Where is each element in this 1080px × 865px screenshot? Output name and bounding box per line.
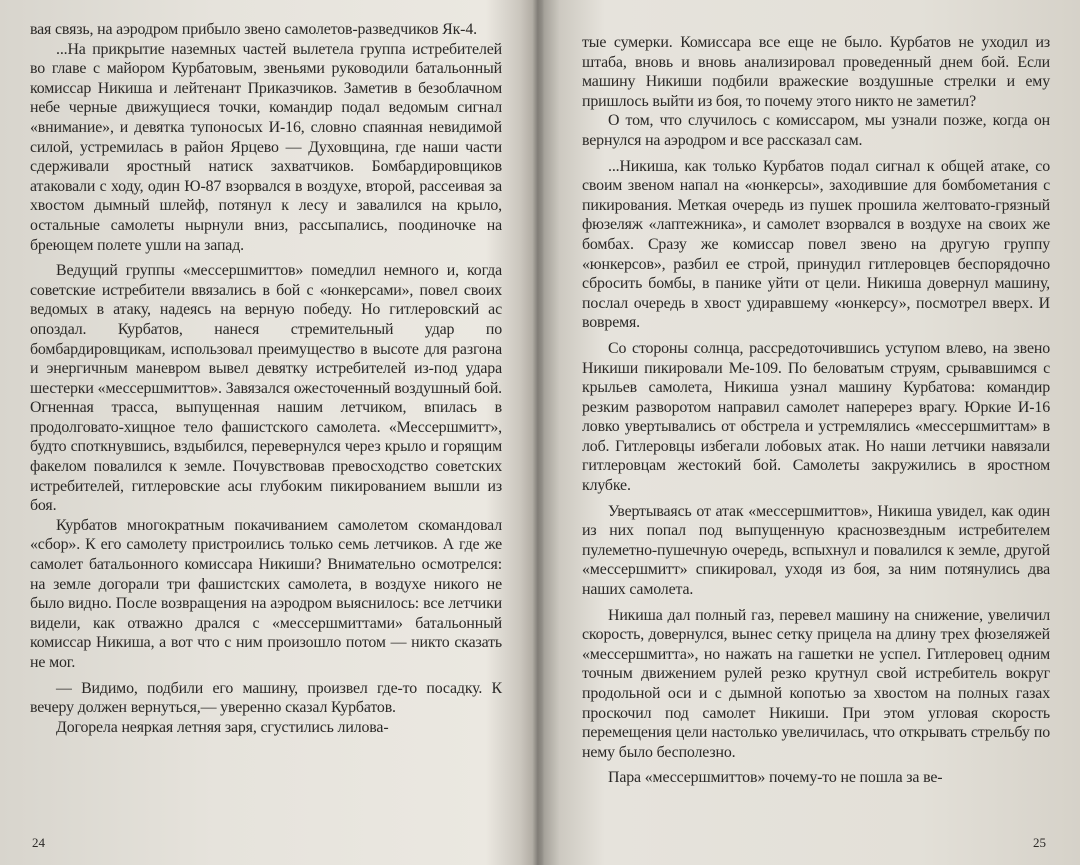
left-paragraph-2: ...На прикрытие наземных частей вылетела группа истребителей во главе с майором Курбатовым, звеньями руководили батальонный комиссар Никиша и лейтенант Приказчиков. Заметив в безоблачном небе черные движущиеся точки, командир подал ведомым сигнал «внимание», и девятка тупоносых И-16, словно спаянная невидимой силой, устремилась в район Ярцево — Духовщина, где наши части сдерживали яростный натиск захватчиков. Бомбардировщиков атаковали с ходу, один Ю-87 взорвался в воздухе, второй, рассеивая за хвостом дымный шлейф, потянул к лесу и завалился на крыло, остальные самолеты нырнули вниз, рассыпались, поодиночке на бреющем полете ушли на запад. bbox=[30, 40, 502, 254]
left-paragraph-5: — Видимо, подбили его машину, произвел где-то посадку. К вечеру должен вернуться,— уверенно сказал Курбатов. bbox=[30, 679, 502, 717]
right-paragraph-7: Пара «мессершмиттов» почему-то не пошла за ве- bbox=[608, 769, 943, 787]
left-paragraph-3: Ведущий группы «мессершмиттов» помедлил немного и, когда советские истребители ввязались в бой с «юнкерсами», повел своих ведомых в атаку, надеясь на верную победу. Но гитлеровский ас опоздал. Курбатов, нанеся стремительный удар по бомбардировщикам, использовал преимущество в высоте для разгона и энергичным маневром вывел девятку истребителей из-под удара шестерки «мессершмиттов». Завязался ожесточенный воздушный бой. Огненная трасса, выпущенная нашим летчиком, впилась в продолговато-хищное тело фашистского самолета. «Мессершмитт», будто споткнувшись, вздыбился, перевернулся через крыло и горящим факелом повалился к земле. Почувствовав превосходство советских истребителей, гитлеровские асы глубоким пикированием вышли из боя. bbox=[30, 262, 502, 515]
left-paragraph-1: вая связь, на аэродром прибыло звено самолетов-разведчиков Як-4. bbox=[30, 21, 477, 38]
left-paragraph-6: Догорела неяркая летняя заря, сгустились лилова- bbox=[56, 718, 389, 736]
left-paragraph-4: Курбатов многократным покачиванием самолетом скомандовал «сбор». К его самолету пристроились только семь летчиков. А где же самолет батальонного комиссара Никиши? Внимательно осмотрелся: на земле догорали три фашистских самолета, в воздухе никого не было видно. После возвращения на аэродром выяснилось: все летчики видели, как отважно дрался с «мессершмиттами» батальонный комиссар Никиша, а вот что с ним произошло потом — никто сказать не мог. bbox=[30, 516, 502, 671]
right-page-number: 25 bbox=[1033, 835, 1046, 850]
right-page bbox=[548, 0, 1080, 865]
right-paragraph-4: Со стороны солнца, рассредоточившись уступом влево, на звено Никиши пикировали Ме-109. По беловатым струям, срывавшимся с крыльев самолета, Никиша узнал машину Курбатова: командир резким разворотом направил самолет наперерез врагу. Юркие И-16 ловко увертывались от обстрела и устремлялись «мессершмиттам» в лоб. Гитлеровцы избегали лобовых атак. Но наши летчики навязали гитлеровцам жестокий бой. Самолеты закружились в яростном клубке. bbox=[582, 339, 1050, 495]
left-page-number: 24 bbox=[32, 835, 45, 850]
right-paragraph-3: ...Никиша, как только Курбатов подал сигнал к общей атаке, со своим звеном напал на «юнкерсы», заходившие для бомбометания с пикирования. Меткая очередь из пушек прошила желтовато-грязный фюзеляж «лаптежника», и самолет взорвался в воздухе на своих же бомбах. Сразу же комиссар повел звено на другую группу «юнкерсов», разбил ее строй, принудил гитлеровцев беспорядочно сбросить бомбы, в панике уйти от цели. Никиша довернул машину, послал очередь в хвост удиравшему «юнкерсу», посмотрел вверх. И вовремя. bbox=[582, 157, 1050, 332]
left-page bbox=[0, 0, 532, 865]
right-paragraph-1: тые сумерки. Комиссара все еще не было. Курбатов не уходил из штаба, вновь и вновь анализировал проведенный днем бой. Если машину Никиши подбили вражеские воздушные стрелки и ему пришлось выйти из боя, то почему этого никто не заметил? bbox=[582, 34, 1050, 110]
right-paragraph-2: О том, что случилось с комиссаром, мы узнали позже, когда он вернулся на аэродром и все рассказал сам. bbox=[582, 112, 1050, 149]
right-paragraph-6: Никиша дал полный газ, перевел машину на снижение, увеличил скорость, довернулся, вынес сетку прицела на длину трех фюзеляжей «мессершмитта», но нажать на гашетки не успел. Гитлеровец одним точным движением рулей резко крутнул свой истребитель вокруг продольной оси и с дымной копотью за хвостом на полных газах проскочил под самолет Никиши. При этом угловая скорость перемещения цели настолько увеличилась, что открывать стрельбу по нему было бесполезно. bbox=[582, 606, 1050, 761]
right-paragraph-5: Увертываясь от атак «мессершмиттов», Никиша увидел, как один из них попал под выпущенную краснозвездным истребителем пулеметно-пушечную очередь, вспыхнул и повалился к земле, другой «мессершмитт» спикировал, уходя из боя, за ним потянулись два наших самолета. bbox=[582, 502, 1050, 599]
